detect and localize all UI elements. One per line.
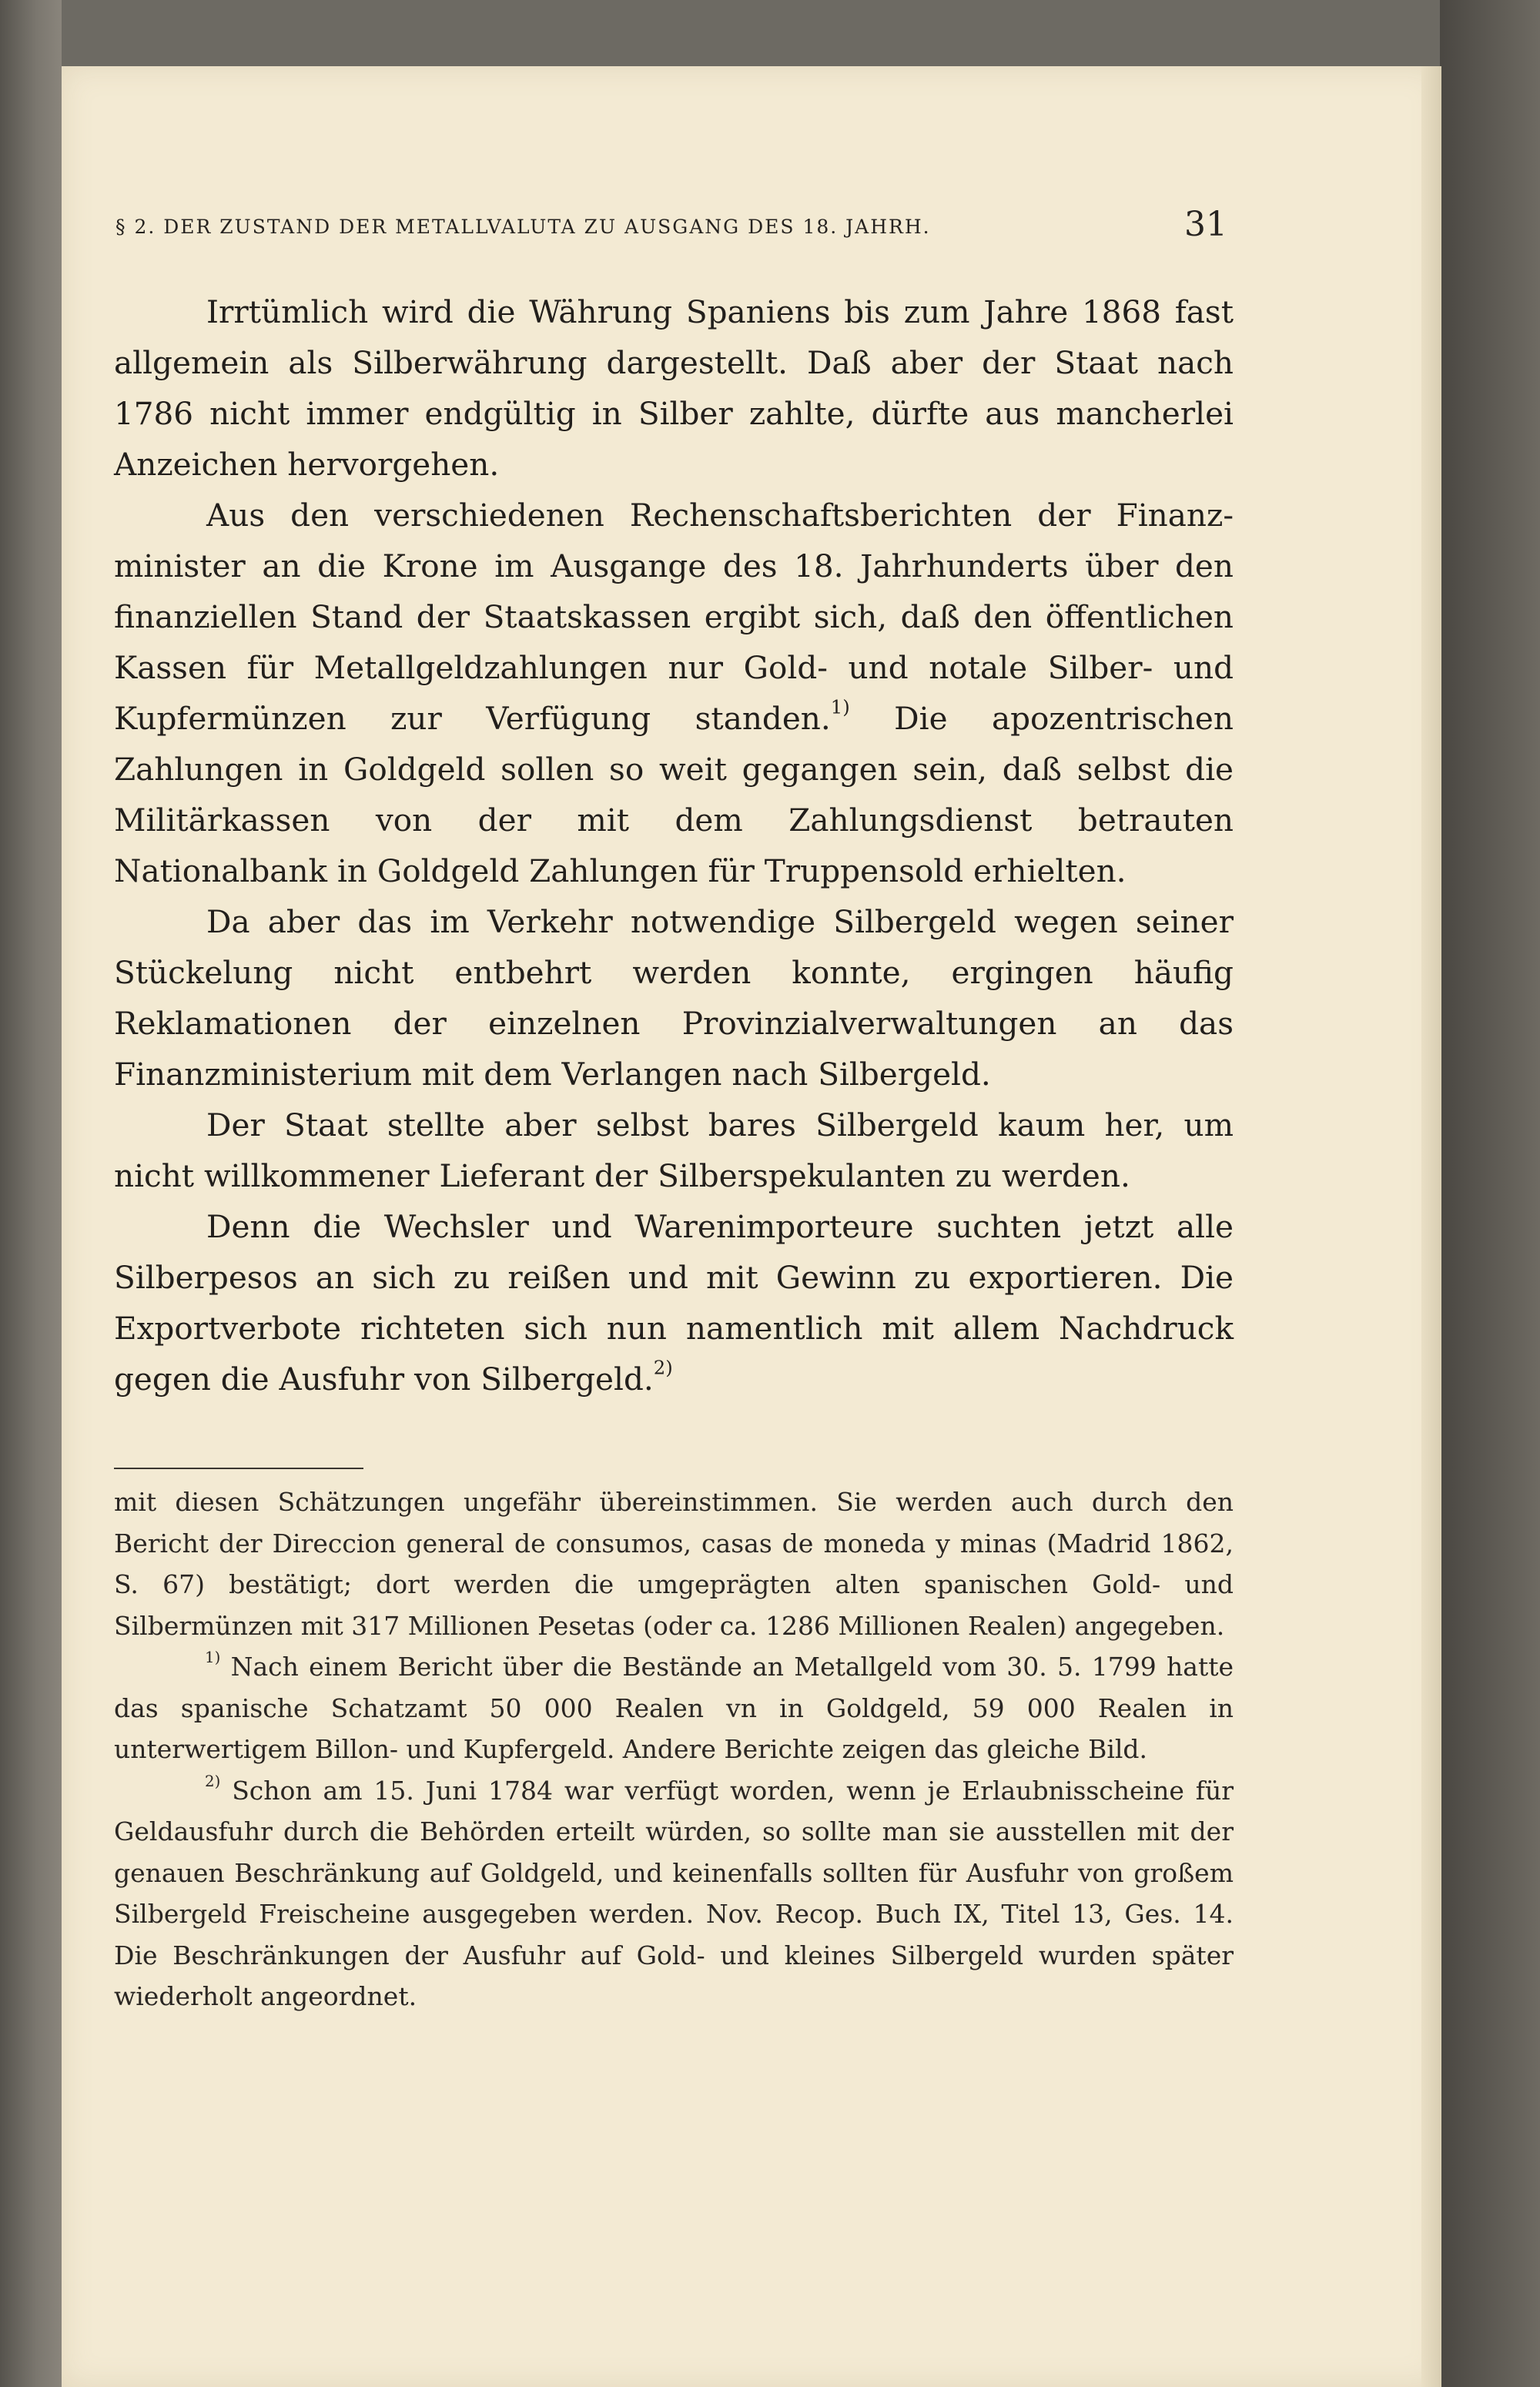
footnote-ref-1: 1) xyxy=(830,695,850,718)
footnote-separator xyxy=(114,1468,363,1469)
paragraph-3: Da aber das im Verkehr notwendige Silbergeld wegen seiner Stückelung nicht entbehrt werden konnte, ergingen häufig Reklamationen der einzelnen Provinzialverwaltungen an das Finanzministerium mit dem Verlangen nach Silbergeld. xyxy=(114,903,1234,1093)
paragraph-2-text-a: Aus den verschiedenen Rechenschaftsberichten der Finanzminister an die Krone im Ausgange des 18. Jahrhunderts über den finanziellen Stand der Staatskassen ergibt sich, daß den öffentlichen Kassen für Metallgeldzahlungen nur Gold- und notale Silber- und Kupfermünzen zur Verfügung standen. xyxy=(114,497,1234,737)
running-head: § 2. DER ZUSTAND DER METALLVALUTA ZU AUSGANG DES 18. JAHRH. xyxy=(116,216,931,238)
page-header xyxy=(116,199,1227,253)
footnote-1-marker: 1) xyxy=(205,1649,221,1667)
footnote-2-marker: 2) xyxy=(205,1772,221,1790)
paragraph-2 xyxy=(114,490,1234,896)
footnote-2-text: Schon am 15. Juni 1784 war verfügt worden, wenn je Erlaubnisscheine für Geldausfuhr durch die Behörden erteilt würden, so sollte man sie ausstellen mit der genauen Beschränkung auf Goldgeld, und keinenfalls sollten für Ausfuhr von großem Silbergeld Freischeine ausgegeben werden. Nov. Recop. Buch IX, Titel 13, Ges. 14. Die Beschränkungen der Ausfuhr auf Gold- und kleines Silbergeld wurden später wiederholt angeordnet. xyxy=(114,1775,1234,2011)
footnote-2 xyxy=(114,1770,1234,2017)
footnotes xyxy=(114,1481,1234,2017)
scan-background-right xyxy=(1440,0,1540,2387)
main-text xyxy=(114,286,1234,1404)
footnote-ref-2: 2) xyxy=(653,1356,673,1379)
paragraph-5 xyxy=(114,1201,1234,1404)
footnote-1-text: Nach einem Bericht über die Bestände an Metallgeld vom 30. 5. 1799 hatte das spanische Schatzamt 50 000 Realen vn in Goldgeld, 59 000 Realen in unterwertigem Billon- und Kupfergeld. Andere Berichte zeigen das gleiche Bild. xyxy=(114,1652,1234,1764)
page-edge xyxy=(1421,66,1441,2387)
paragraph-5-text: Denn die Wechsler und Warenimporteure suchten jetzt alle Silberpesos an sich zu reißen und mit Gewinn zu exportieren. Die Exportverbote richteten sich nun namentlich mit allem Nachdruck gegen die Ausfuhr von Silbergeld. xyxy=(114,1208,1234,1398)
paragraph-4: Der Staat stellte aber selbst bares Silbergeld kaum her, um nicht willkommener Lieferant der Silberspekulanten zu werden. xyxy=(114,1106,1234,1194)
page-number: 31 xyxy=(1184,205,1227,244)
paragraph-2-text-b: Die apozentrischen Zahlungen in Goldgeld sollen so weit gegangen sein, daß selbst die Militärkassen von der mit dem Zahlungsdienst betrauten Nationalbank in Goldgeld Zahlungen für Truppensold erhielten. xyxy=(114,700,1234,889)
paragraph-1: Irrtümlich wird die Währung Spaniens bis zum Jahre 1868 fast allgemein als Silberwährung dargestellt. Daß aber der Staat nach 1786 nicht immer endgültig in Silber zahlte, dürfte aus mancherlei Anzeichen hervorgehen. xyxy=(114,293,1234,483)
footnote-continuation: mit diesen Schätzungen ungefähr übereinstimmen. Sie werden auch durch den Bericht der Direccion general de consumos, casas de moneda y minas (Madrid 1862, S. 67) bestätigt; dort werden die umgeprägten alten spanischen Gold- und Silbermünzen mit 317 Millionen Pesetas (oder ca. 1286 Millionen Realen) angegeben. xyxy=(114,1487,1234,1641)
scan-background-left xyxy=(0,0,62,2387)
footnote-1 xyxy=(114,1646,1234,1770)
